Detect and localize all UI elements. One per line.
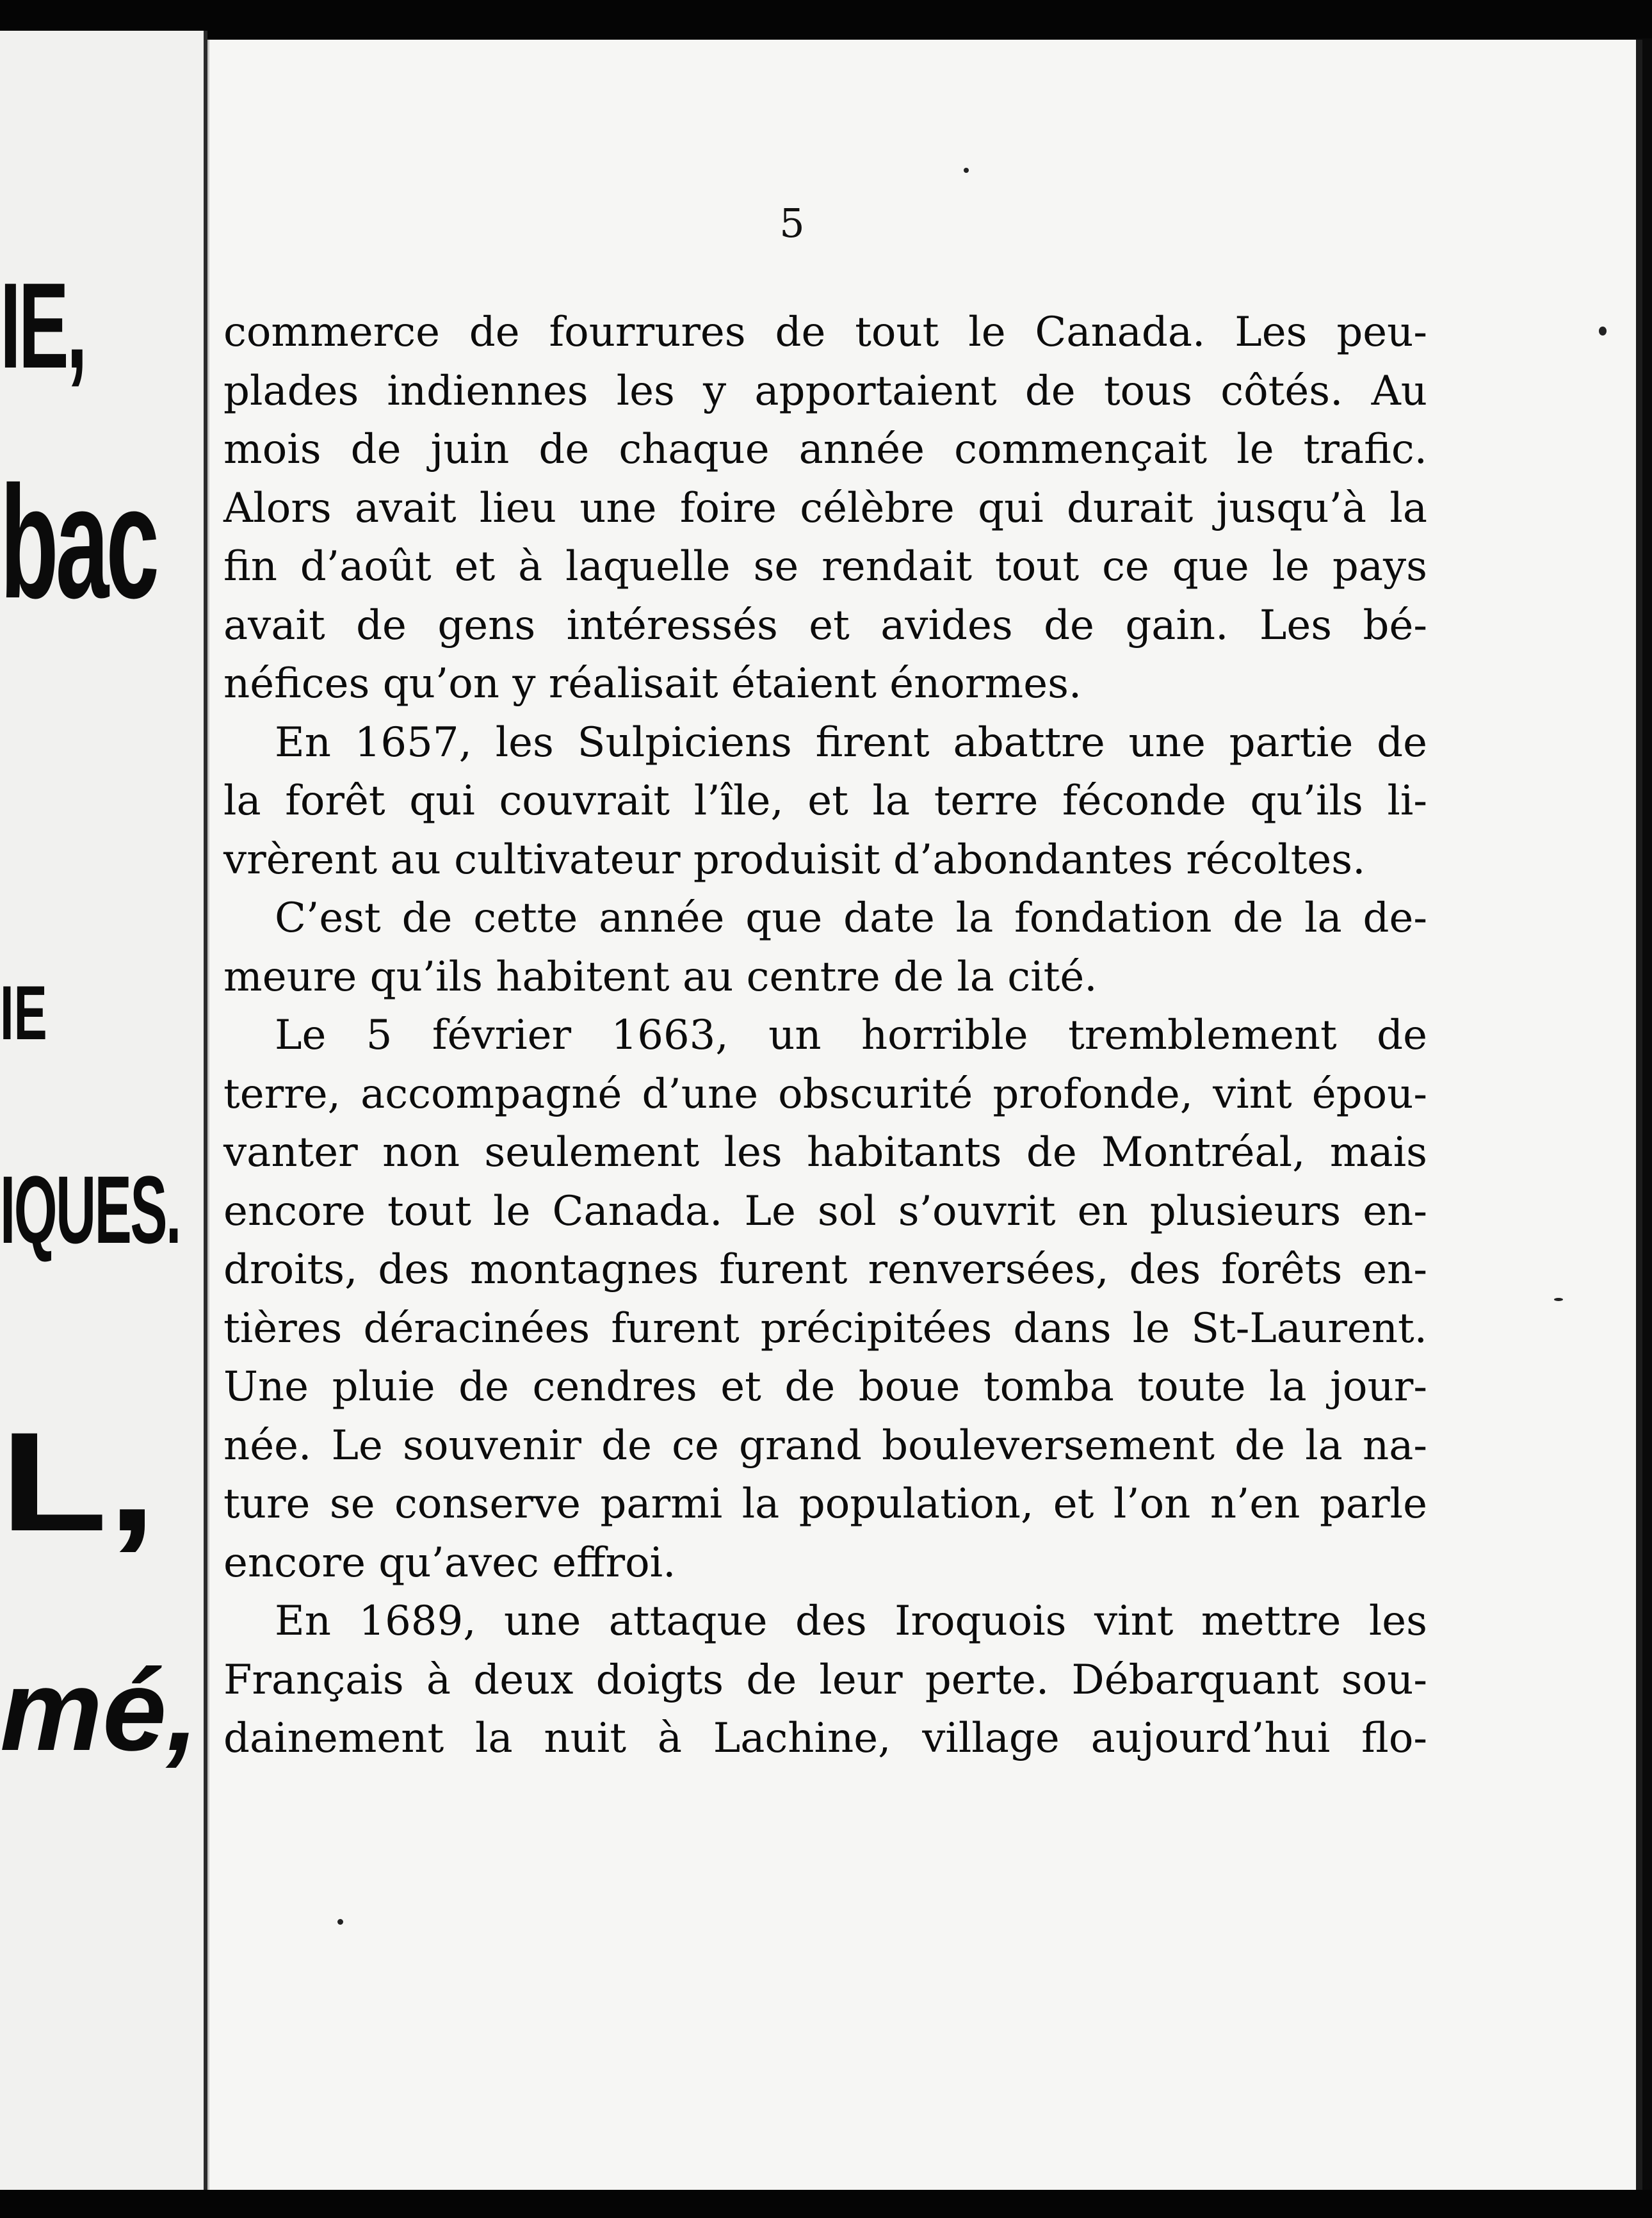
text-line: meure qu’ils habitent au centre de la cité.: [223, 953, 1097, 1001]
text-line: terre, accompagné d’une obscurité profonde, vint épou-: [223, 1070, 1427, 1118]
scan-speck: [337, 1919, 343, 1925]
scan-speck: [1599, 327, 1607, 336]
text-line: vanter non seulement les habitants de Montréal, mais: [223, 1129, 1427, 1176]
text-line: ture se conserve parmi la population, et l’on n’en parle: [223, 1480, 1427, 1528]
page-number: 5: [779, 200, 805, 247]
facing-page-fragment: mé,: [0, 1646, 199, 1775]
text-line: droits, des montagnes furent renversées, des forêts en-: [223, 1246, 1427, 1293]
body-text: [223, 304, 1427, 1769]
text-line: encore tout le Canada. Le sol s’ouvrit en plusieurs en-: [223, 1187, 1427, 1235]
text-line: Français à deux doigts de leur perte. Débarquant sou-: [223, 1656, 1427, 1704]
text-line: plades indiennes les y apportaient de tous côtés. Au: [223, 367, 1427, 415]
facing-page-fragment: bac: [0, 453, 157, 631]
text-line: la forêt qui couvrait l’île, et la terre féconde qu’ils li-: [223, 777, 1427, 825]
text-line: née. Le souvenir de ce grand bouleversement de la na-: [223, 1421, 1427, 1469]
facing-page-fragment: IQUES.: [0, 1156, 180, 1263]
scan-speck: [1554, 1298, 1563, 1301]
text-line: C’est de cette année que date la fondation de la de-: [275, 894, 1427, 942]
text-line: En 1657, les Sulpiciens firent abattre une partie de: [275, 718, 1427, 766]
text-line: Une pluie de cendres et de boue tomba toute la jour-: [223, 1363, 1427, 1411]
text-line: fin d’août et à laquelle se rendait tout ce que le pays: [223, 543, 1427, 590]
facing-page-strip: [0, 31, 207, 2195]
text-line: néfices qu’on y réalisait étaient énormes.: [223, 660, 1082, 708]
text-line: avait de gens intéressés et avides de gain. Les bé-: [223, 601, 1427, 649]
text-line: tières déracinées furent précipitées dans le St-Laurent.: [223, 1304, 1427, 1352]
scan-speck: [964, 168, 969, 173]
text-line: dainement la nuit à Lachine, village aujourd’hui flo-: [223, 1715, 1427, 1762]
text-line: Le 5 février 1663, un horrible tremblement de: [275, 1012, 1427, 1059]
text-line: commerce de fourrures de tout le Canada. Les peu-: [223, 309, 1427, 356]
text-line: encore qu’avec effroi.: [223, 1539, 676, 1587]
facing-page-fragment: L,: [0, 1403, 157, 1560]
facing-page-fragment: IE,: [0, 258, 85, 394]
text-line: vrèrent au cultivateur produisit d’abondantes récoltes.: [223, 836, 1366, 884]
book-page: [207, 40, 1642, 2191]
facing-page-fragment: IE: [0, 970, 47, 1056]
scan-frame-top: [0, 0, 1652, 38]
text-line: En 1689, une attaque des Iroquois vint mettre les: [275, 1598, 1427, 1645]
scan-frame-bottom: [0, 2190, 1652, 2218]
text-line: mois de juin de chaque année commençait le trafic.: [223, 426, 1427, 473]
text-line: Alors avait lieu une foire célèbre qui durait jusqu’à la: [223, 484, 1427, 532]
